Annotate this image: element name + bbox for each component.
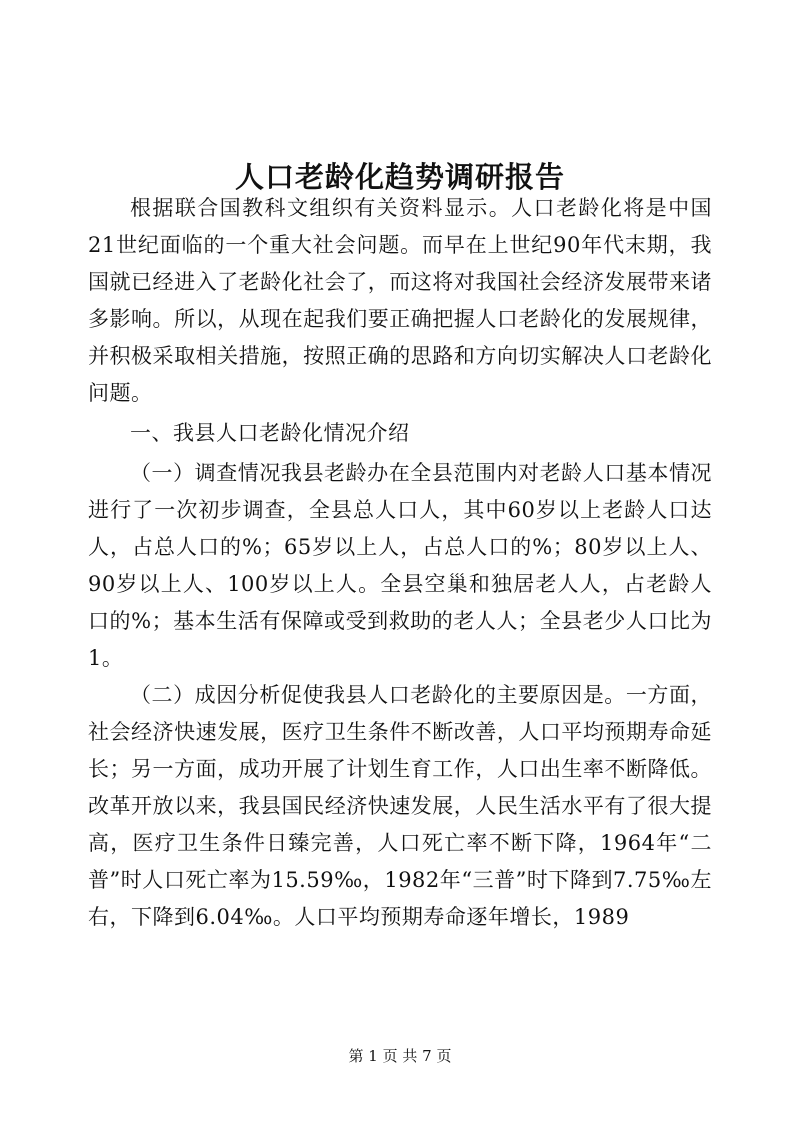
document-body — [88, 190, 712, 936]
intro-paragraph: 根据联合国教科文组织有关资料显示。人口老龄化将是中国21世纪面临的一个重大社会问题。而早在上世纪90年代末期，我国就已经进入了老龄化社会了，而这将对我国社会经济发展带来诸多影响。所以，从现在起我们要正确把握人口老龄化的发展规律，并积极采取相关措施，按照正确的思路和方向切实解决人口老龄化问题。 — [88, 196, 712, 405]
cause-analysis-paragraph: （二）成因分析促使我县人口老龄化的主要原因是。一方面，社会经济快速发展，医疗卫生条件不断改善，人口平均预期寿命延长；另一方面，成功开展了计划生育工作，人口出生率不断降低。改革开放以来，我县国民经济快速发展，人民生活水平有了很大提高，医疗卫生条件日臻完善，人口死亡率不断下降，1964年“二普”时人口死亡率为15.59‰，1982年“三普”时下降到7.75‰左右，下降到6.04‰。人口平均预期寿命逐年增长，1989 — [88, 683, 712, 929]
section-heading: 一、我县人口老龄化情况介绍 — [130, 421, 410, 445]
survey-paragraph: （一）调查情况我县老龄办在全县范围内对老龄人口基本情况进行了一次初步调查，全县总人口人，其中60岁以上老龄人口达人，占总人口的%；65岁以上人，占总人口的%；80岁以上人、90岁以上人、100岁以上人。全县空巢和独居老人人，占老龄人口的%；基本生活有保障或受到救助的老人人；全县老少人口比为1。 — [88, 461, 712, 670]
page-number-footer: 第 1 页 共 7 页 — [348, 1047, 452, 1065]
document-title: 人口老龄化趋势调研报告 — [234, 160, 565, 195]
